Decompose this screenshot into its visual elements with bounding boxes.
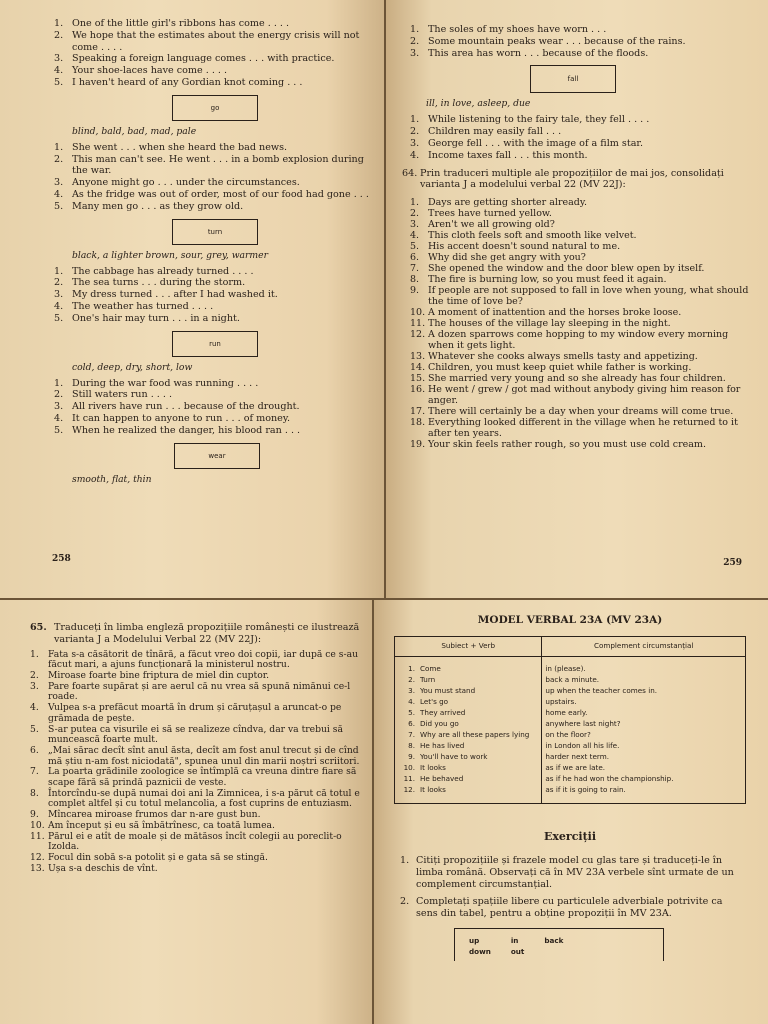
list-item: 3. George fell . . . with the image of a film star. [410,137,644,149]
list-item: 6. Why did she get angry with you? [410,252,586,264]
list-item: 9. Mîncarea miroase frumos dar n-are gust bun. [30,809,261,821]
list-item: 12. A dozen sparrows come hopping to my window every morning when it gets light. [410,329,729,352]
list-item: 5. One's hair may turn . . . in a night. [54,312,240,324]
exercise-number: 65. [30,622,47,633]
verb-come-list [54,18,380,89]
list-item: 3. Speaking a foreign language comes . . . with practice. [54,53,335,65]
list-item: 1. During the war food was running . . . . [54,377,259,389]
exercise-number: 1. [400,855,410,866]
list-item: 4. It can happen to anyone to run . . . of money. [54,412,291,424]
list-item: 1. The soles of my shoes have worn . . . [410,24,607,35]
subject-verb-text: It looks [420,785,446,794]
subject-verb-text: It looks [420,763,446,772]
verb-turn-list [54,266,380,325]
list-item: 11. The houses of the village lay sleeping in the night. [410,318,671,330]
list-item: 3. Pare foarte supărat și are aerul că nu vrea să spună nimănui ce-l roade. [30,680,351,703]
page-261 [374,600,768,1024]
subject-verb-cell [395,707,542,718]
verb-box-turn: turn [172,219,258,245]
circumstantial-complement-cell: home early. [542,707,746,718]
verb-box-fall: fall [530,65,616,93]
page-260 [0,600,372,1024]
adverb-particle: back [544,935,564,945]
exercise-number: 64. [402,167,418,179]
table-row [395,762,746,773]
page-258 [0,0,384,598]
circumstantial-complement-cell: as if he had won the championship. [542,773,746,784]
circumstantial-complement-cell: in (please). [542,657,746,675]
subject-verb-text: Did you go [420,719,459,728]
list-item: 1. While listening to the fairy tale, they fell . . . . [410,114,650,126]
exercise-64-instructions: 64. Prin traduceri multiple ale propozițiilor de mai jos, consolidați varianta J a modelului verbal 22 (MV 22J): [402,167,724,191]
circumstantial-complement-cell: as if it is going to rain. [542,784,746,804]
table-row [395,751,746,762]
circumstantial-complement-cell: in London all his life. [542,740,746,751]
subject-verb-text: You must stand [420,686,476,695]
list-item: 4. Vulpea s-a prefăcut moartă în drum și căruțașul a aruncat-o pe grămada de pește. [30,702,342,724]
subject-verb-cell [395,685,542,696]
list-item: 5. Many men go . . . as they grow old. [54,200,244,212]
list-item: 8. The fire is burning low, so you must feed it again. [410,274,667,286]
list-item: 10. Am început și eu să îmbătrînesc, ca toată lumea. [30,819,275,831]
table-row [395,773,746,784]
list-item: 18. Everything looked different in the village when he returned to it after ten years. [410,417,738,440]
page-259 [386,0,768,598]
adverb-particle: down [469,946,491,956]
circumstantial-complement-cell: harder next term. [542,751,746,762]
list-item: 4. Income taxes fall . . . this month. [410,149,588,161]
circumstantial-complement-cell: on the floor? [542,729,746,740]
adjective-options: smooth, flat, thin [72,473,152,485]
subject-verb-cell [395,762,542,773]
row-number: 2. [408,675,415,684]
row-number: 12. [403,785,415,794]
list-item: 4. As the fridge was out of order, most of our food had gone . . . [54,188,369,200]
page-number: 258 [52,554,71,564]
list-item: 14. Children, you must keep quiet while father is working. [410,362,692,374]
verb-box-go: go [172,95,258,121]
adjective-options: black, a lighter brown, sour, grey, warmer [72,249,268,261]
verb-box-wear: wear [174,443,260,469]
list-item: 2. Trees have turned yellow. [410,208,552,220]
list-item: 3. Aren't we all growing old? [410,219,555,231]
list-item: 13. Whatever she cooks always smells tasty and appetizing. [410,351,698,363]
list-item: 19. Your skin feels rather rough, so you must use cold cream. [410,439,706,451]
subject-verb-text: Let's go [420,697,449,706]
list-item: 10. A moment of inattention and the horses broke loose. [410,307,682,319]
list-item: 1. The cabbage has already turned . . . . [54,265,254,277]
circumstantial-complement-cell: anywhere last night? [542,718,746,729]
column-header: Complement circumstanțial [542,637,746,657]
list-item: 3. This area has worn . . . because of the floods. [410,47,649,59]
subject-verb-text: He has lived [420,741,465,750]
row-number: 4. [408,697,415,706]
table-row [395,657,746,675]
row-number: 6. [408,719,415,728]
list-item: 4. Your shoe-laces have come . . . . [54,65,228,77]
subject-verb-text: You'll have to work [420,752,488,761]
subject-verb-cell [395,773,542,784]
model-table [394,636,746,804]
column-header: Subiect + Verb [395,637,542,657]
exercise-number: 2. [400,896,410,908]
table-row [395,729,746,740]
table-row [395,784,746,804]
subject-verb-cell [395,674,542,685]
row-number: 9. [408,752,415,761]
table-row [395,740,746,751]
adverb-particle: up [469,935,480,945]
row-number: 3. [408,686,415,695]
list-item: 1. One of the little girl's ribbons has come . . . . [54,18,290,29]
list-item: 11. Părul ei e atît de moale și de mătăsos încît colegii au poreclit-o Izolda. [30,830,342,853]
subject-verb-text: Come [420,664,441,673]
list-item: 15. She married very young and so she already has four children. [410,373,726,385]
table-row [395,707,746,718]
table-row [395,696,746,707]
list-item: 2. We hope that the estimates about the energy crisis will not come . . . . [54,29,360,53]
exercise-2: 2. Completați spațiile libere cu particulele adverbiale potrivite ca sens din tabel, pentru a obține propoziții în MV 23A. [400,896,723,920]
verb-run-list [54,378,380,437]
list-item: 5. S-ar putea ca visurile ei să se realizeze cîndva, dar va trebui să muncească foarte mult. [30,723,343,746]
list-item: 2. Still waters run . . . . [54,389,173,401]
adjective-options: blind, bald, bad, mad, pale [72,125,197,137]
row-number: 5. [408,708,415,717]
list-item: 2. Children may easily fall . . . [410,126,562,138]
adverb-particles [459,935,573,957]
list-item: 12. Focul din sobă s-a potolit și e gata să se stingă. [30,851,268,863]
circumstantial-complement-cell: up when the teacher comes in. [542,685,746,696]
subject-verb-text: He behaved [420,774,464,783]
adverb-particle: in [510,935,519,945]
subject-verb-text: Turn [420,675,436,684]
list-item: 7. La poarta grădinile zoologice se întîmplă ca vreuna dintre fiare să scape fără să prindă paznicii de veste. [30,766,357,789]
list-item: 2. This man can't see. He went . . . in a bomb explosion during the war. [54,153,364,177]
subject-verb-cell [395,784,542,804]
list-item: 1. Fata s-a căsătorit de tînără, a făcut vreo doi copii, iar după ce s-au făcut mari, a ajuns funcționară la ministerul nostru. [30,648,358,671]
subject-verb-cell [395,696,542,707]
exercise-65-instructions: 65. Traduceți în limba engleză propozițiile românești ce ilustrează varianta J a Modelului Verbal 22 (MV 22J): [30,622,360,645]
list-item: 6. „Mai sărac decît sînt anul ăsta, decît am fost anul trecut și de cînd mă știu n-am fost niciodată", spunea unul din marii noștri scriitori. [30,744,360,767]
row-number: 8. [408,741,415,750]
verb-wear-list [410,24,754,59]
verb-fall-list [410,114,754,161]
verb-box-run: run [172,331,258,357]
adverb-particle [534,946,573,957]
circumstantial-complement-cell: upstairs. [542,696,746,707]
list-item: 3. My dress turned . . . after I had washed it. [54,289,278,301]
exercise-65-list [30,650,362,875]
exercise-1: 1. Citiți propozițiile și frazele model cu glas tare și traduceți-le în limba română. Observați că în MV 23A verbele sînt urmate de un complement circumstanțial. [400,855,734,890]
subject-verb-cell [395,718,542,729]
page-number: 259 [723,558,742,568]
table-row [395,718,746,729]
list-item: 4. The weather has turned . . . . [54,300,214,312]
list-item: 4. This cloth feels soft and smooth like velvet. [410,230,637,242]
list-item: 7. She opened the window and the door blew open by itself. [410,263,705,275]
list-item: 1. She went . . . when she heard the bad news. [54,141,288,153]
list-item: 5. I haven't heard of any Gordian knot coming . . . [54,76,303,88]
adjective-options: ill, in love, asleep, due [426,98,531,110]
list-item: 13. Ușa s-a deschis de vînt. [30,862,158,874]
table-row [395,674,746,685]
subject-verb-cell [395,740,542,751]
subject-verb-cell [395,657,542,675]
circumstantial-complement-cell: as if we are late. [542,762,746,773]
list-item: 8. Întorcîndu-se după numai doi ani la Zimnicea, i s-a părut că totul e complet altfel și cu totul melancolia, a fost cuprins de entuziasm. [30,787,360,810]
list-item: 3. Anyone might go . . . under the circumstances. [54,177,300,189]
model-title: MODEL VERBAL 23A (MV 23A) [477,614,663,626]
subject-verb-cell [395,751,542,762]
subject-verb-text: Why are all these papers lying [420,730,530,739]
exercises-title: Exerciții [543,830,597,843]
list-item: 17. There will certainly be a day when your dreams will come true. [410,406,734,418]
list-item: 3. All rivers have run . . . because of the drought. [54,401,300,413]
list-item: 5. His accent doesn't sound natural to me. [410,241,621,253]
list-item: 2. The sea turns . . . during the storm. [54,277,246,289]
exercise-64-list [410,197,754,450]
circumstantial-complement-cell: back a minute. [542,674,746,685]
row-number: 10. [403,763,415,772]
row-number: 1. [408,664,415,673]
list-item: 1. Days are getting shorter already. [410,197,587,209]
list-item: 2. Miroase foarte bine friptura de miel din cuptor. [30,670,270,681]
subject-verb-cell [395,729,542,740]
list-item: 16. He went / grew / got mad without anybody giving him reason for anger. [410,384,741,407]
verb-go-list [54,142,380,213]
row-number: 11. [403,774,415,783]
list-item: 5. When he realized the danger, his blood ran . . . [54,424,301,436]
list-item: 9. If people are not supposed to fall in love when young, what should the time of love be? [410,285,749,308]
adjective-options: cold, deep, dry, short, low [72,361,193,373]
adverb-particles-box [454,928,664,961]
table-row [395,685,746,696]
list-item: 2. Some mountain peaks wear . . . because of the rains. [410,35,686,47]
row-number: 7. [408,730,415,739]
adverb-particle: out [510,946,525,956]
subject-verb-text: They arrived [420,708,466,717]
